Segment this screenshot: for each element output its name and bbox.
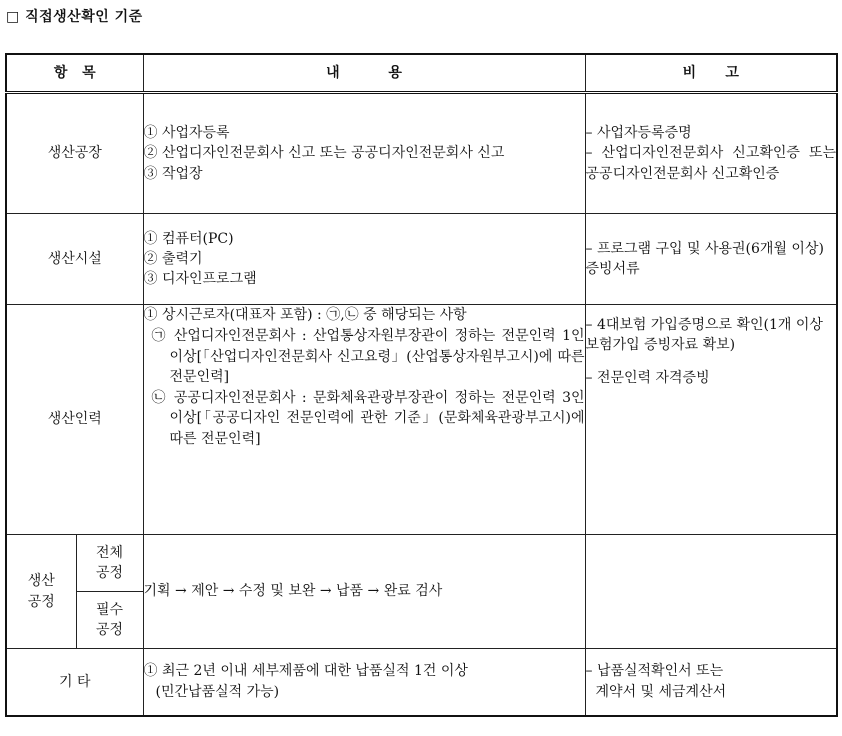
- label-facility: 생산시설: [6, 214, 143, 305]
- row-personnel: [6, 305, 837, 535]
- content-line: ① 컴퓨터(PC): [143, 230, 234, 247]
- row-facility: [6, 214, 837, 305]
- label-process-all: 전체 공정: [76, 535, 143, 592]
- note-process: [585, 535, 837, 649]
- content-factory: [143, 93, 585, 214]
- note-line: – 프로그램 구입 및 사용권(6개월 이상) 증빙서류: [585, 240, 824, 277]
- row-factory: [6, 93, 837, 214]
- label-etc: 기 타: [6, 649, 143, 716]
- note-personnel: [585, 305, 837, 535]
- document-title: □ 직접생산확인 기준: [6, 9, 143, 25]
- content-process: 기획 → 제안 → 수정 및 보완 → 납품 → 완료 검사: [143, 535, 585, 649]
- content-facility: [143, 214, 585, 305]
- note-etc: [585, 649, 837, 716]
- content-line: ② 출력기: [143, 250, 203, 267]
- note-factory: [585, 93, 837, 214]
- criteria-table: [5, 53, 838, 717]
- header-item: 항 목: [6, 54, 143, 93]
- note-facility: [585, 214, 837, 305]
- note-line: – 산업디자인전문회사 신고확인증 또는 공공디자인전문회사 신고확인증: [585, 145, 837, 182]
- content-etc: [143, 649, 585, 716]
- content-line: ③ 작업장: [143, 165, 203, 182]
- content-line: ② 산업디자인전문회사 신고 또는 공공디자인전문회사 신고: [143, 145, 505, 162]
- content-line: ① 사업자등록: [143, 125, 230, 142]
- content-line: (민간납품실적 가능): [155, 683, 280, 700]
- label-process: 생산 공정: [6, 535, 76, 649]
- content-sub-item: ㉡ 공공디자인전문회사 : 문화체육관광부장관이 정하는 전문인력 3인 이상[「공공디자인 전문인력에 관한 기준」(문화체육관광부고시)에 따른 전문인력]: [151, 390, 585, 447]
- row-process-all: [6, 535, 837, 592]
- label-factory: 생산공장: [6, 93, 143, 214]
- note-line: – 4대보험 가입증명으로 확인(1개 이상 보험가입 증빙자료 확보): [585, 317, 823, 354]
- content-line: ③ 디자인프로그램: [143, 271, 257, 288]
- note-line: – 사업자등록증명: [585, 125, 692, 142]
- content-sub-item: ㉠ 산업디자인전문회사 : 산업통상자원부장관이 정하는 전문인력 1인 이상[「산업디자인전문회사 신고요령」(산업통상자원부고시)에 따른 전문인력]: [151, 328, 585, 385]
- header-row: [6, 54, 837, 93]
- note-line: – 전문인력 자격증빙: [585, 369, 710, 386]
- label-process-required: 필수 공정: [76, 592, 143, 649]
- content-line: ① 최근 2년 이내 세부제품에 대한 납품실적 1건 이상: [143, 663, 468, 680]
- content-line: ① 상시근로자(대표자 포함) : ㉠,㉡ 중 해당되는 사항: [143, 307, 467, 323]
- label-personnel: 생산인력: [6, 305, 143, 535]
- note-line: – 납품실적확인서 또는: [585, 663, 724, 680]
- content-personnel: [143, 305, 585, 535]
- header-content: 내 용: [143, 54, 585, 93]
- header-note: 비 고: [585, 54, 837, 93]
- row-etc: [6, 649, 837, 716]
- note-line: 계약서 및 세금계산서: [595, 683, 727, 700]
